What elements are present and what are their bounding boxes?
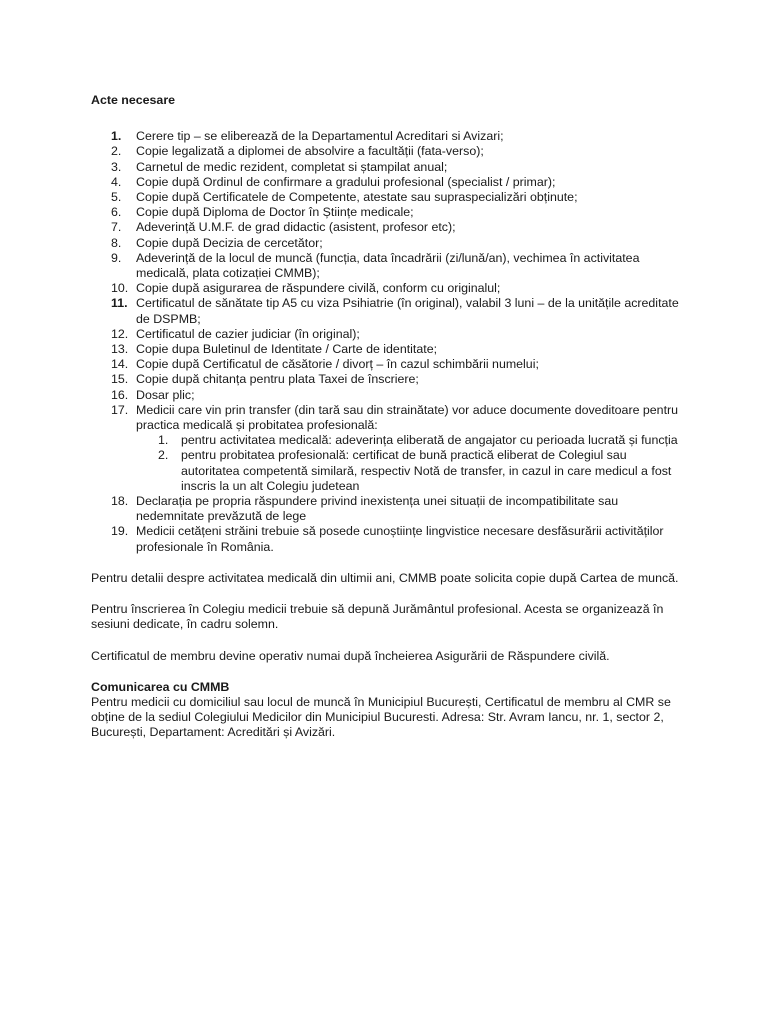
list-item <box>91 129 681 144</box>
item-number: 12. <box>111 326 129 341</box>
sublist-item <box>136 433 681 448</box>
list-item <box>91 236 681 251</box>
item-text: Certificatul de sănătate tip A5 cu viza Psihiatrie (în original), valabil 3 luni – de la unitățile acreditate de DSPMB; <box>136 296 679 326</box>
item-number: 10. <box>111 281 129 296</box>
subitem-text: pentru activitatea medicală: adeverința eliberată de angajator cu perioada lucrată și funcția <box>181 433 678 448</box>
list-item <box>91 190 681 205</box>
item-number: 15. <box>111 372 129 387</box>
item-number: 19. <box>111 524 129 539</box>
paragraph-certificate: Certificatul de membru devine operativ numai după încheierea Asigurării de Răspundere civilă. <box>91 648 610 663</box>
item-text: Copie legalizată a diplomei de absolvire a facultății (fata-verso); <box>136 144 484 159</box>
item-text: Copie după chitanța pentru plata Taxei de înscriere; <box>136 372 419 387</box>
item-number: 4. <box>111 174 122 189</box>
list-item <box>91 296 681 326</box>
subitem-text: pentru probitatea profesională: certificat de bună practică eliberat de Colegiul sau autoritatea competentă similară, respectiv Notă de transfer, in cazul in care medicul a fost inscris la un alt Colegiu judetean <box>181 448 672 493</box>
paragraph-work-history: Pentru detalii despre activitatea medicală din ultimii ani, CMMB poate solicita copie după Cartea de muncă. <box>91 570 679 585</box>
item-number: 6. <box>111 205 122 220</box>
item-text: Medicii cetățeni străini trebuie să posede cunoștiințe lingvistice necesare desfăsurării activităților profesionale în România. <box>136 524 664 554</box>
list-item <box>91 327 681 342</box>
paragraph-communication: Pentru medicii cu domiciliul sau locul de muncă în Municipiul București, Certificatul de membru al CMR se obține de la sediul Colegiului Medicilor din Municipiul Bucuresti. Adresa: Str. Avram Iancu, nr. 1, sector 2, București, Departament: Acreditări și Avizări. <box>91 694 671 740</box>
item-text: Cerere tip – se eliberează de la Departamentul Acreditari si Avizari; <box>136 129 504 144</box>
list-item <box>91 388 681 403</box>
item-text: Copie după Decizia de cercetător; <box>136 235 323 250</box>
subitem-number: 2. <box>158 448 169 463</box>
page-title: Acte necesare <box>91 93 176 107</box>
list-item <box>91 524 681 554</box>
item-text: Certificatul de cazier judiciar (în original); <box>136 326 360 341</box>
list-item <box>91 372 681 387</box>
item-number: 9. <box>111 250 122 265</box>
paragraph-oath: Pentru înscrierea în Colegiu medicii trebuie să depună Jurământul profesional. Acesta se organizează în sesiuni dedicate, în cadru solemn. <box>91 602 664 632</box>
item-number: 1. <box>111 129 122 144</box>
section-title-communication: Comunicarea cu CMMB <box>91 679 230 694</box>
list-item <box>91 342 681 357</box>
item-text: Copie după Certificatele de Competente, atestate sau supraspecializări obținute; <box>136 190 578 205</box>
list-item <box>91 205 681 220</box>
list-item <box>91 160 681 175</box>
item-text: Adeverință de la locul de muncă (funcția, data încadrării (zi/lună/an), vechimea în activitatea medicală, plata cotizației CMMB); <box>136 250 640 281</box>
item-number: 17. <box>111 402 129 417</box>
item-number: 11. <box>111 296 128 311</box>
list-item <box>91 281 681 296</box>
item-text: Copie după Diploma de Doctor în Științe medicale; <box>136 205 414 220</box>
list-item <box>91 251 681 281</box>
item-number: 13. <box>111 342 129 357</box>
item-text: Carnetul de medic rezident, completat si ștampilat anual; <box>136 159 448 174</box>
item-number: 7. <box>111 220 122 235</box>
item-number: 16. <box>111 387 129 402</box>
item-number: 5. <box>111 190 122 205</box>
list-item <box>91 403 681 494</box>
item-text: Copie după Certificatul de căsătorie / divorț – în cazul schimbării numelui; <box>136 357 539 372</box>
item-text: Copie dupa Buletinul de Identitate / Carte de identitate; <box>136 342 438 357</box>
list-item <box>91 357 681 372</box>
document-page <box>91 93 681 741</box>
item-number: 2. <box>111 144 122 159</box>
list-item <box>91 220 681 235</box>
item-number: 8. <box>111 235 122 250</box>
subitem-number: 1. <box>158 433 169 448</box>
list-item <box>91 144 681 159</box>
item-text: Declarația pe propria răspundere privind inexistența unei situații de incompatibilitate sau nedemnitate prevăzută de lege <box>136 494 619 524</box>
item-number: 14. <box>111 357 129 372</box>
item-text: Medicii care vin prin transfer (din tară sau din strainătate) vor aduce documente doveditoare pentru practica medicală și probitatea profesională: <box>136 402 679 433</box>
item-text: Dosar plic; <box>136 387 195 402</box>
item-number: 3. <box>111 159 122 174</box>
list-item <box>91 494 681 524</box>
list-item <box>91 175 681 190</box>
item-text: Adeverință U.M.F. de grad didactic (asistent, profesor etc); <box>136 220 456 235</box>
required-documents-list <box>91 129 681 555</box>
sublist-item <box>136 448 681 494</box>
item-text: Copie după asigurarea de răspundere civilă, conform cu originalul; <box>136 281 501 296</box>
item-number: 18. <box>111 494 129 509</box>
item-text: Copie după Ordinul de confirmare a gradului profesional (specialist / primar); <box>136 174 556 189</box>
transfer-documents-sublist <box>136 433 681 494</box>
